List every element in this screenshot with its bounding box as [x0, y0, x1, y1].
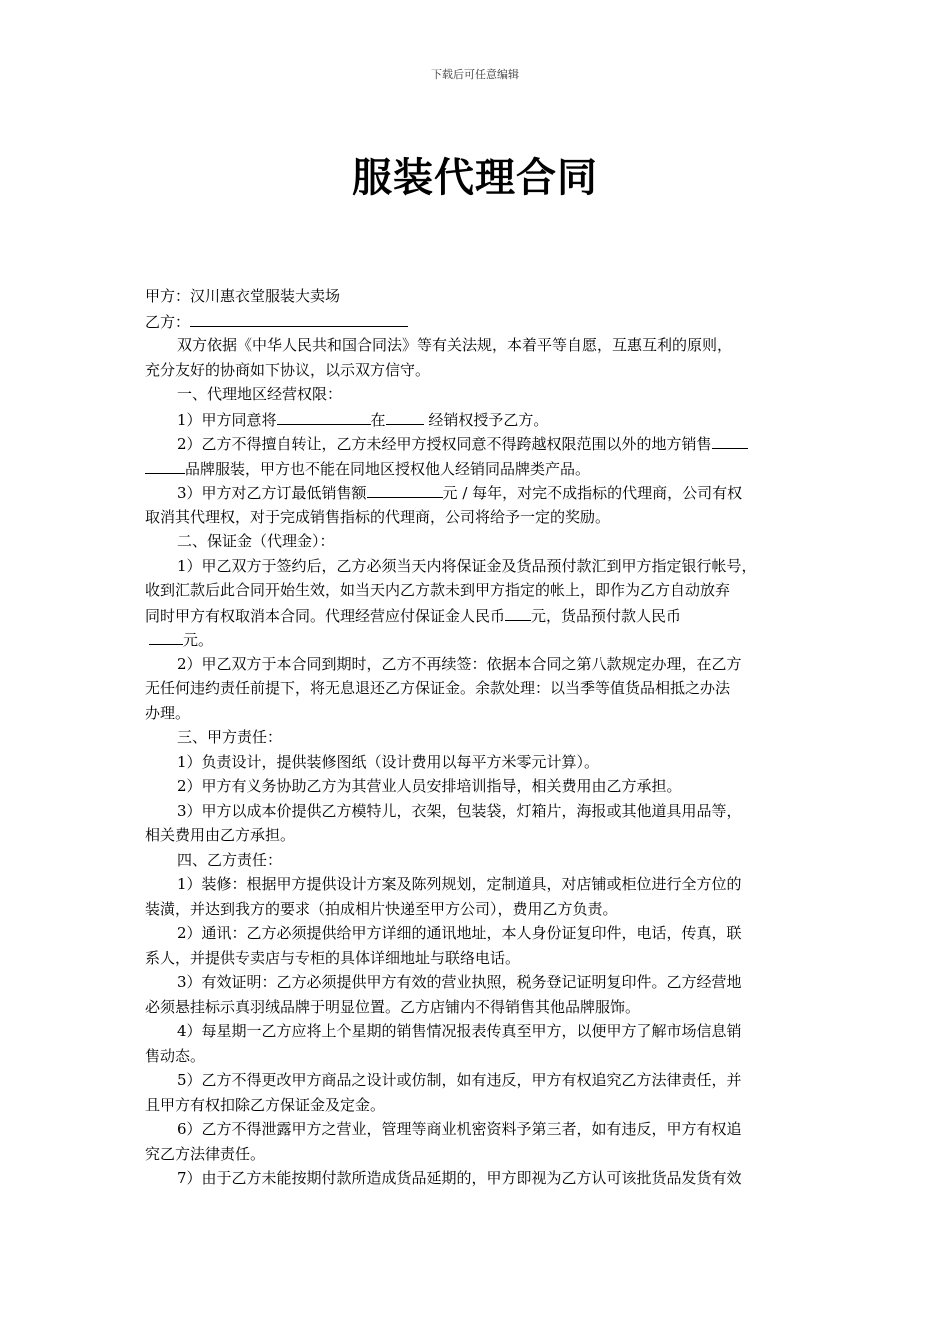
clause-2-2-text-2: 无任何违约责任前提下，将无息退还乙方保证金。余款处理：以当季等值货品相抵之办法 — [145, 679, 731, 697]
section-heading — [145, 848, 810, 873]
clause-line — [145, 1093, 810, 1118]
party-b-label: 乙方： — [145, 312, 191, 331]
clause-3-2-text: 2）甲方有义务协助乙方为其营业人员安排培训指导，相关费用由乙方承担。 — [177, 777, 682, 795]
clause-4-2-text-2: 系人，并提供专卖店与专柜的具体详细地址与联络电话。 — [145, 948, 521, 967]
clause-line — [145, 1044, 810, 1069]
clause-line — [145, 1117, 810, 1142]
clause-2-1-text-4: 元。 — [183, 631, 214, 649]
section-2-title: 二、保证金（代理金）： — [177, 532, 335, 550]
clause-1-2-blank-b — [145, 456, 185, 474]
clause-line — [145, 701, 810, 726]
party-b-line — [145, 309, 810, 334]
clause-line — [145, 1142, 810, 1167]
clause-4-3-text-2: 必须悬挂标示真羽绒品牌于明显位置。乙方店铺内不得销售其他品牌服饰。 — [145, 997, 641, 1016]
clause-4-7-text-1: 7）由于乙方未能按期付款所造成货品延期的，甲方即视为乙方认可该批货品发货有效 — [177, 1169, 742, 1187]
clause-line — [145, 1068, 810, 1093]
clause-4-6-text-2: 究乙方法律责任。 — [145, 1144, 266, 1163]
section-heading — [145, 725, 810, 750]
clause-line — [145, 946, 810, 971]
clause-line — [145, 431, 810, 456]
preamble-text-1: 双方依据《中华人民共和国合同法》等有关法规，本着平等自愿，互惠互利的原则， — [177, 336, 733, 354]
clause-1-3-part-c: 取消其代理权，对于完成销售指标的代理商，公司将给予一定的奖励。 — [145, 507, 611, 526]
clause-1-1-part-a: 1）甲方同意将 — [177, 410, 277, 429]
clause-2-2-text-3: 办理。 — [145, 703, 191, 722]
section-1-title: 一、代理地区经营权限： — [177, 385, 343, 403]
deposit-amount-blank — [505, 603, 531, 621]
clause-1-2-part-a: 2）乙方不得擅自转让，乙方未经甲方授权同意不得跨越权限范围以外的地方销售 — [177, 435, 712, 453]
clause-line — [145, 823, 810, 848]
document-title: 服装代理合同 — [352, 155, 598, 201]
party-a-text: 甲方：汉川惠衣堂服装大卖场 — [145, 287, 341, 305]
clause-line — [145, 799, 810, 824]
clause-line — [145, 480, 810, 505]
page-header-note: 下载后可任意编辑 — [431, 68, 519, 81]
clause-line — [145, 1019, 810, 1044]
section-heading — [145, 529, 810, 554]
clause-line — [145, 554, 810, 579]
clause-line — [145, 872, 810, 897]
clause-2-1-text-3b: 元，货品预付款人民币 — [531, 606, 682, 625]
clause-1-2-blank-a — [712, 431, 748, 449]
clause-line — [145, 970, 810, 995]
clause-line — [145, 774, 810, 799]
clause-3-1-text: 1）负责设计，提供装修图纸（设计费用以每平方米零元计算）。 — [177, 752, 600, 771]
clause-2-1-text-3a: 同时甲方有权取消本合同。代理经营应付保证金人民币 — [145, 606, 506, 625]
clause-line — [145, 603, 810, 628]
clause-line — [145, 652, 810, 677]
clause-line — [145, 1166, 810, 1191]
section-heading — [145, 382, 810, 407]
clause-1-1-part-c: 经销权授予乙方。 — [423, 410, 549, 429]
clause-4-1-text-2: 装潢，并达到我方的要求（拍成相片快递至甲方公司），费用乙方负责。 — [145, 899, 618, 918]
clause-line — [145, 921, 810, 946]
clause-1-3-blank — [367, 480, 443, 498]
clause-1-1-part-b: 在 — [370, 410, 386, 429]
clause-4-3-text-1: 3）有效证明：乙方必须提供甲方有效的营业执照，税务登记证明复印件。乙方经营地 — [177, 973, 742, 991]
preamble-text-2: 充分友好的协商如下协议，以示双方信守。 — [145, 360, 431, 379]
contract-body — [145, 284, 810, 1191]
clause-1-3-part-b: 元 / 每年，对完不成指标的代理商，公司有权 — [442, 484, 743, 502]
clause-2-1-text-1: 1）甲乙双方于签约后，乙方必须当天内将保证金及货品预付款汇到甲方指定银行帐号， — [177, 556, 757, 575]
clause-line — [145, 676, 810, 701]
clause-1-1-blank-b — [386, 407, 424, 425]
section-3-title: 三、甲方责任： — [177, 728, 283, 746]
paragraph-line — [145, 358, 810, 383]
clause-line — [145, 627, 810, 652]
clause-line — [145, 407, 810, 432]
clause-4-5-text-1: 5）乙方不得更改甲方商品之设计或仿制，如有违反，甲方有权追究乙方法律责任，并 — [177, 1071, 742, 1089]
clause-3-3-text-1: 3）甲方以成本价提供乙方模特儿，衣架，包装袋，灯箱片，海报或其他道具用品等， — [177, 801, 742, 820]
clause-3-3-text-2: 相关费用由乙方承担。 — [145, 826, 296, 844]
clause-line — [145, 578, 810, 603]
clause-4-2-text-1: 2）通讯：乙方必须提供给甲方详细的通讯地址，本人身份证复印件，电话，传真，联 — [177, 924, 742, 942]
prepayment-amount-blank — [149, 627, 183, 645]
clause-1-2-part-b: 品牌服装，甲方也不能在同地区授权他人经销同品牌类产品。 — [185, 459, 591, 478]
clause-4-4-text-2: 售动态。 — [145, 1046, 206, 1065]
clause-4-5-text-2: 且甲方有权扣除乙方保证金及定金。 — [145, 1095, 386, 1114]
paragraph-line — [145, 333, 810, 358]
clause-1-1-blank-a — [277, 407, 371, 425]
clause-4-6-text-1: 6）乙方不得泄露甲方之营业，管理等商业机密资料予第三者，如有违反，甲方有权追 — [177, 1120, 742, 1138]
clause-line — [145, 750, 810, 775]
section-4-title: 四、乙方责任： — [177, 850, 283, 869]
clause-line — [145, 505, 810, 530]
clause-line — [145, 897, 810, 922]
party-a-line — [145, 284, 810, 309]
party-b-blank — [190, 309, 408, 327]
clause-2-1-text-2: 收到汇款后此合同开始生效，如当天内乙方款未到甲方指定的帐上，即作为乙方自动放弃 — [145, 581, 731, 599]
clause-4-4-text-1: 4）每星期一乙方应将上个星期的销售情况报表传真至甲方，以便甲方了解市场信息销 — [177, 1022, 742, 1040]
clause-1-3-part-a: 3）甲方对乙方订最低销售额 — [177, 484, 367, 502]
clause-4-1-text-1: 1）装修：根据甲方提供设计方案及陈列规划，定制道具，对店铺或柜位进行全方位的 — [177, 875, 742, 893]
clause-line — [145, 995, 810, 1020]
clause-2-2-text-1: 2）甲乙双方于本合同到期时，乙方不再续签：依据本合同之第八款规定办理，在乙方 — [177, 654, 742, 673]
clause-line — [145, 456, 810, 481]
